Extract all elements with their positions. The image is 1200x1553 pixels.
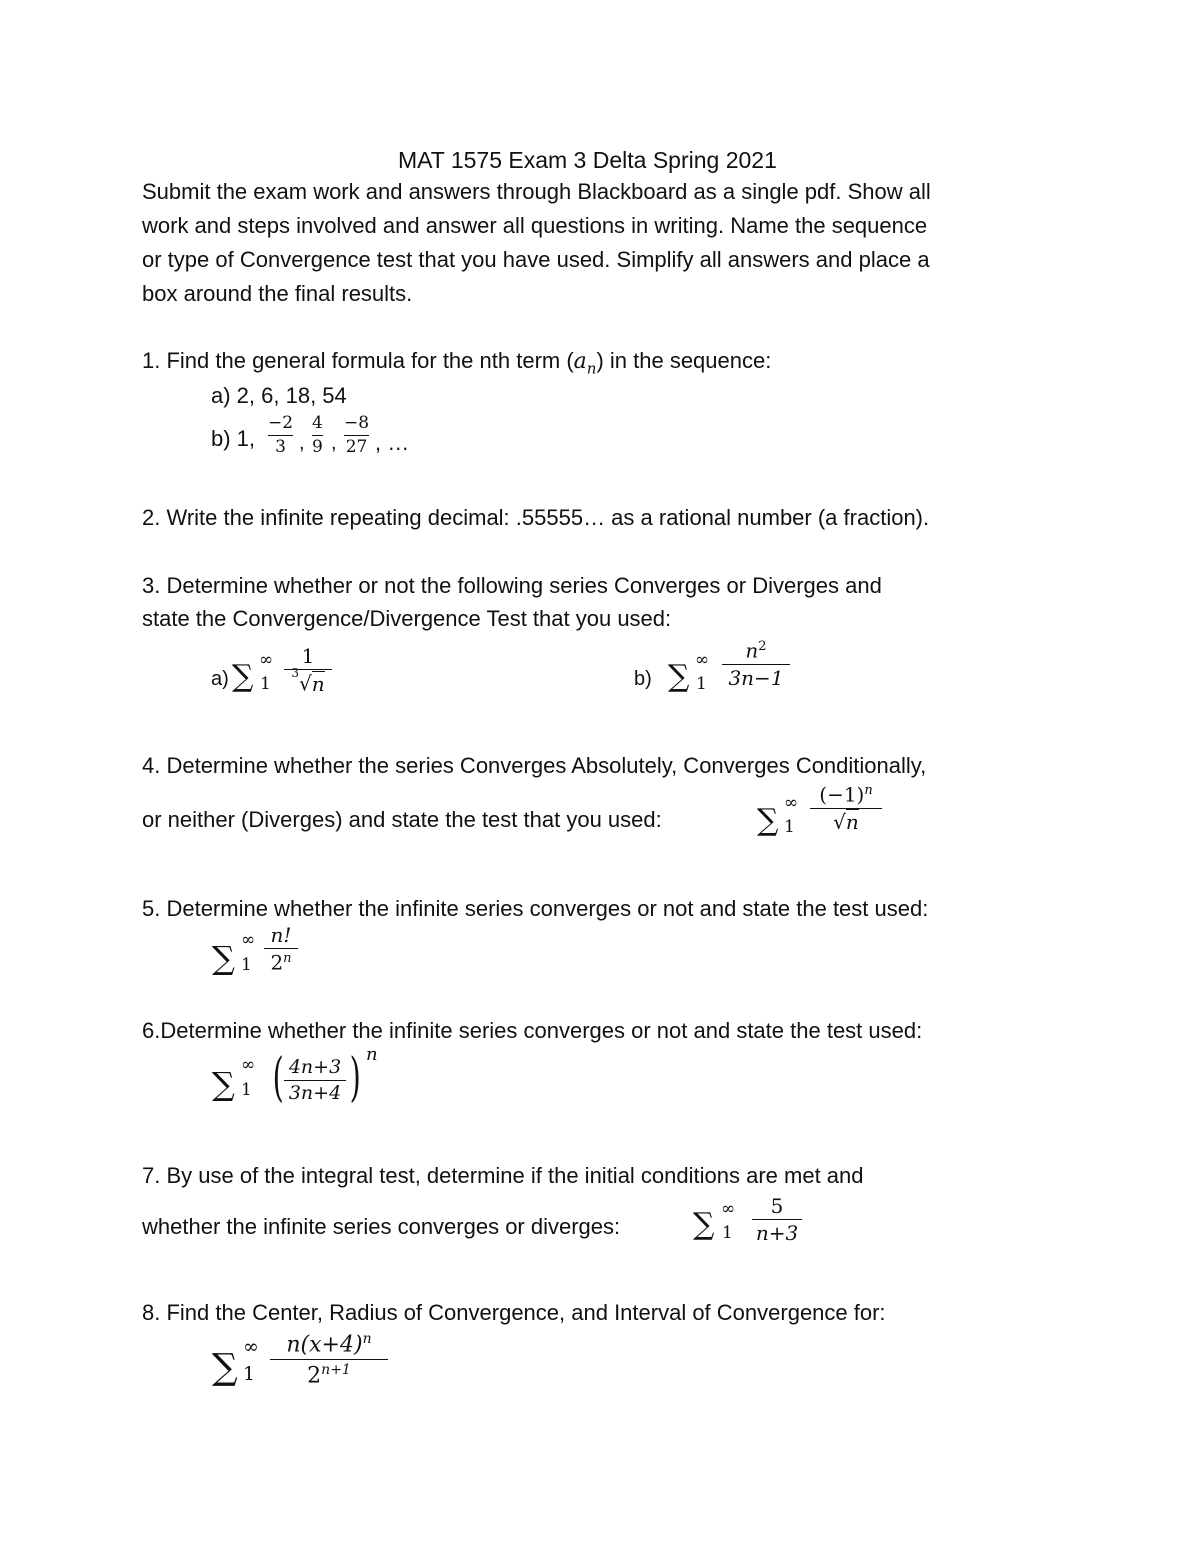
q1-term-symbol: a: [573, 349, 587, 374]
question-1a: a) 2, 6, 18, 54: [211, 383, 347, 408]
fraction-numerator: 5: [770, 1194, 784, 1218]
q3b-sum-symbol: ∑: [668, 659, 690, 694]
question-1-prompt: [142, 346, 771, 383]
q8-fraction: [270, 1332, 388, 1388]
q7-sum-symbol: ∑: [693, 1207, 715, 1242]
q3a-fraction: [284, 646, 332, 694]
question-4-line-2: or neither (Diverges) and state the test that you used:: [142, 807, 662, 832]
root-argument: n: [311, 671, 325, 696]
sqrt-icon: √: [833, 809, 846, 834]
fraction-numerator: $n(x+4)^n$: [286, 1331, 372, 1358]
question-7-line-2: whether the infinite series converges or diverges:: [142, 1214, 621, 1239]
exam-page: MAT 1575 Exam 3 Delta Spring 2021 Submit the exam work and answers through Blackboard as a single pdf. Show all work and steps involved and answer all questions in writing. Name the sequence or type of Convergence test that you have used. Simplify all answers and place a box around the final results. 1. Find the general formula for the nth term $(a_n)$ in the sequence: a) 2, 6, 18, 54 b) 1, −2 3 , 4 9 , −8 27 , … 2. Write the infinite repeating decimal: .55555… as a rational number (a fraction). 3. Determine whether or not the following series Converges or Diverges and state the Convergence/Divergence Test that you used: a) ∑ ∞ 1 1 $^3$√n b) ∑ ∞ 1 $n^2$ 3n−1 4. Determine whether the series Converges Absolutely, Converges Conditionally, or neither (Diverges) and state the test that you used: ∑ ∞ 1 $(-1)^n$ √n 5. Determine whether the infinite series converges or not and state the test used: ∑ ∞ 1 n! 2$^n$ 6.Determine whether the infinite series converges or not and state the test used: ∑ ∞ 1 ( 4n+3 3n+4 ) n 7. By use of the integral test, determine if the initial conditions are met and whether the infinite series converges or diverges: ∑ ∞ 1 5 n+3 8. Find the Center, Radius of Convergence, and Interval of Convergence for: ∑ ∞ 1 $n(x+4)^n$ $2^{n+1}$: [142, 147, 931, 1389]
q1-text-after: ) in the sequence:: [596, 348, 772, 373]
q6-sum-symbol: ∑: [212, 1065, 235, 1103]
intro-line-3: or type of Convergence test that you have used. Simplify all answers and place a: [142, 247, 930, 272]
fraction-denominator: 9: [312, 437, 323, 457]
q6-outer-exponent: n: [366, 1044, 378, 1065]
q3a-label: a): [211, 668, 229, 690]
q5-sum-lower: 1: [241, 955, 252, 975]
question-1b-prefix: b) 1,: [211, 426, 256, 451]
q1-term-subscript: n: [586, 359, 597, 378]
q3b-label: b): [634, 668, 652, 690]
q1-text-before: 1. Find the general formula for the nth term (: [142, 348, 574, 373]
fraction-numerator: $(-1)^n$: [819, 782, 873, 807]
fraction-denominator: 27: [345, 437, 368, 457]
root-index: 3: [291, 666, 299, 680]
fraction-denominator: √n: [833, 809, 859, 834]
fraction-denominator: 3n+4: [288, 1082, 342, 1104]
q8-sum-symbol: ∑: [212, 1347, 238, 1388]
q5-fraction: [264, 925, 298, 973]
fraction-denominator: n+3: [755, 1221, 799, 1245]
fraction-denominator: 3n−1: [728, 665, 784, 690]
intro-line-2: work and steps involved and answer all questions in writing. Name the sequence: [142, 213, 928, 238]
fraction-numerator: 4n+3: [288, 1056, 342, 1078]
q1b-fraction-3: [344, 415, 369, 456]
fraction-numerator: 1: [301, 644, 315, 668]
intro-line-1: Submit the exam work and answers through Blackboard as a single pdf. Show all: [142, 179, 931, 204]
q1b-fraction-2: [312, 415, 323, 456]
question-5-line-1: 5. Determine whether the infinite series converges or not and state the test used:: [142, 896, 929, 921]
q8-sum-upper: ∞: [243, 1336, 259, 1358]
fraction-numerator: n!: [270, 923, 292, 947]
question-8-line-1: 8. Find the Center, Radius of Convergence, and Interval of Convergence for:: [142, 1300, 886, 1325]
question-4-line-1: 4. Determine whether the series Converges Absolutely, Converges Conditionally,: [142, 753, 927, 778]
fraction-numerator: $n^2$: [745, 638, 767, 663]
question-2-prompt: 2. Write the infinite repeating decimal: .55555… as a rational number (a fraction).: [142, 505, 930, 530]
q3b-sum-lower: 1: [696, 674, 707, 694]
q1b-suffix: , …: [375, 430, 410, 455]
intro-line-4: box around the final results.: [142, 281, 413, 306]
q7-sum-upper: ∞: [721, 1199, 736, 1219]
fraction-numerator: −2: [268, 413, 294, 433]
q3a-sum-symbol: ∑: [232, 659, 254, 694]
q6-sum-upper: ∞: [241, 1055, 256, 1075]
q1b-fraction-1: [268, 415, 293, 456]
fraction-numerator: −8: [344, 413, 370, 433]
q4-sum-upper: ∞: [784, 793, 799, 813]
q7-sum-lower: 1: [722, 1223, 733, 1243]
exam-title: MAT 1575 Exam 3 Delta Spring 2021: [398, 147, 777, 173]
q6-sum-lower: 1: [241, 1080, 252, 1100]
fraction-denominator: 3: [275, 437, 286, 457]
q3a-sum-upper: ∞: [259, 650, 274, 670]
q5-sum-symbol: ∑: [212, 939, 235, 977]
q4-sum-symbol: ∑: [757, 803, 779, 838]
q4-sum-lower: 1: [784, 817, 795, 837]
question-7-line-1: 7. By use of the integral test, determine if the initial conditions are met and: [142, 1163, 864, 1188]
q5-sum-upper: ∞: [241, 930, 256, 950]
fraction-denominator: [291, 666, 325, 696]
question-6-line-1: 6.Determine whether the infinite series converges or not and state the test used:: [142, 1018, 923, 1043]
q3a-sum-lower: 1: [260, 674, 271, 694]
sqrt-icon: √: [299, 671, 312, 696]
q8-sum-lower: 1: [243, 1363, 256, 1385]
q7-fraction: [752, 1196, 802, 1243]
q3b-sum-upper: ∞: [695, 650, 710, 670]
question-3-line-2: state the Convergence/Divergence Test that you used:: [142, 606, 672, 631]
q6-fraction: [284, 1058, 346, 1103]
q3b-fraction: [722, 640, 790, 688]
q4-fraction: [810, 784, 882, 832]
fraction-denominator: 2$^n$: [270, 950, 292, 975]
fraction-numerator: 4: [312, 413, 323, 433]
fraction-denominator: $2^{n+1}$: [307, 1362, 351, 1389]
question-3-line-1: 3. Determine whether or not the following series Converges or Diverges and: [142, 573, 882, 598]
